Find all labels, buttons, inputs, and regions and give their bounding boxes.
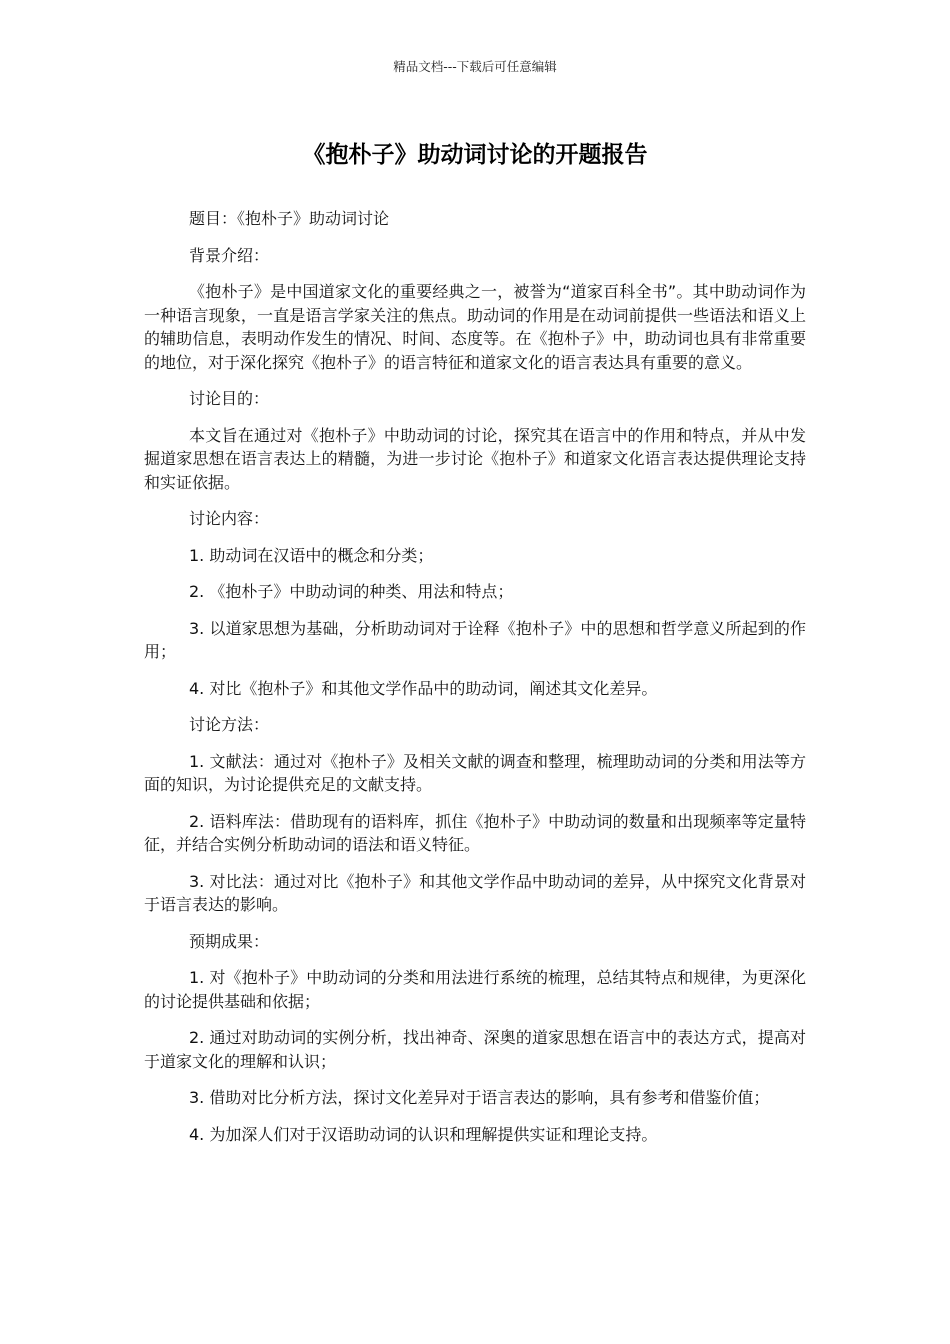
document-body (144, 207, 806, 1159)
section-label-content: 讨论内容： (189, 509, 270, 528)
outcome-item-1: 1. 对《抱朴子》中助动词的分类和用法进行系统的梳理，总结其特点和规律，为更深化的讨论提供基础和依据； (144, 968, 806, 1011)
outcome-item-4: 4. 为加深人们对于汉语助动词的认识和理解提供实证和理论支持。 (189, 1124, 658, 1144)
content-item-2: 2. 《抱朴子》中助动词的种类、用法和特点； (189, 582, 514, 601)
content-item-3: 3. 以道家思想为基础，分析助动词对于诠释《抱朴子》中的思想和哲学意义所起到的作用； (144, 618, 806, 661)
page-header: 精品文档---下载后可任意编辑 (393, 59, 557, 74)
method-item-3: 3. 对比法：通过对比《抱朴子》和其他文学作品中助动词的差异，从中探究文化背景对于语言表达的影响。 (144, 871, 806, 914)
section-label-background: 背景介绍： (189, 245, 270, 265)
outcome-item-3: 3. 借助对比分析方法，探讨文化差异对于语言表达的影响，具有参考和借鉴价值； (189, 1088, 770, 1107)
section-label-method: 讨论方法： (189, 715, 270, 734)
content-item-1: 1. 助动词在汉语中的概念和分类； (189, 545, 434, 565)
content-item-4: 4. 对比《抱朴子》和其他文学作品中的助动词，阐述其文化差异。 (189, 678, 658, 698)
method-item-1: 1. 文献法：通过对《抱朴子》及相关文献的调查和整理，梳理助动词的分类和用法等方面的知识，为讨论提供充足的文献支持。 (144, 751, 806, 794)
background-paragraph: 《抱朴子》是中国道家文化的重要经典之一，被誉为“道家百科全书”。其中助动词作为一种语言现象，一直是语言学家关注的焦点。助动词的作用是在动词前提供一些语法和语义上的辅助信息，表明动作发生的情况、时间、态度等。在《抱朴子》中，助动词也具有非常重要的地位，对于深化探究《抱朴子》的语言特征和道家文化的语言表达具有重要的意义。 (144, 282, 806, 372)
outcome-item-2: 2. 通过对助动词的实例分析，找出神奇、深奥的道家思想在语言中的表达方式，提高对于道家文化的理解和认识； (144, 1028, 806, 1071)
method-item-2: 2. 语料库法：借助现有的语料库，抓住《抱朴子》中助动词的数量和出现频率等定量特征，并结合实例分析助动词的语法和语义特征。 (144, 811, 806, 854)
section-label-purpose: 讨论目的： (189, 389, 270, 408)
document-title: 《抱朴子》助动词讨论的开题报告 (302, 142, 648, 168)
purpose-paragraph: 本文旨在通过对《抱朴子》中助动词的讨论，探究其在语言中的作用和特点，并从中发掘道家思想在语言表达上的精髓，为进一步讨论《抱朴子》和道家文化语言表达提供理论支持和实证依据。 (144, 425, 806, 492)
topic-line: 题目：《抱朴子》助动词讨论 (189, 209, 390, 228)
section-label-outcomes: 预期成果： (189, 931, 270, 951)
